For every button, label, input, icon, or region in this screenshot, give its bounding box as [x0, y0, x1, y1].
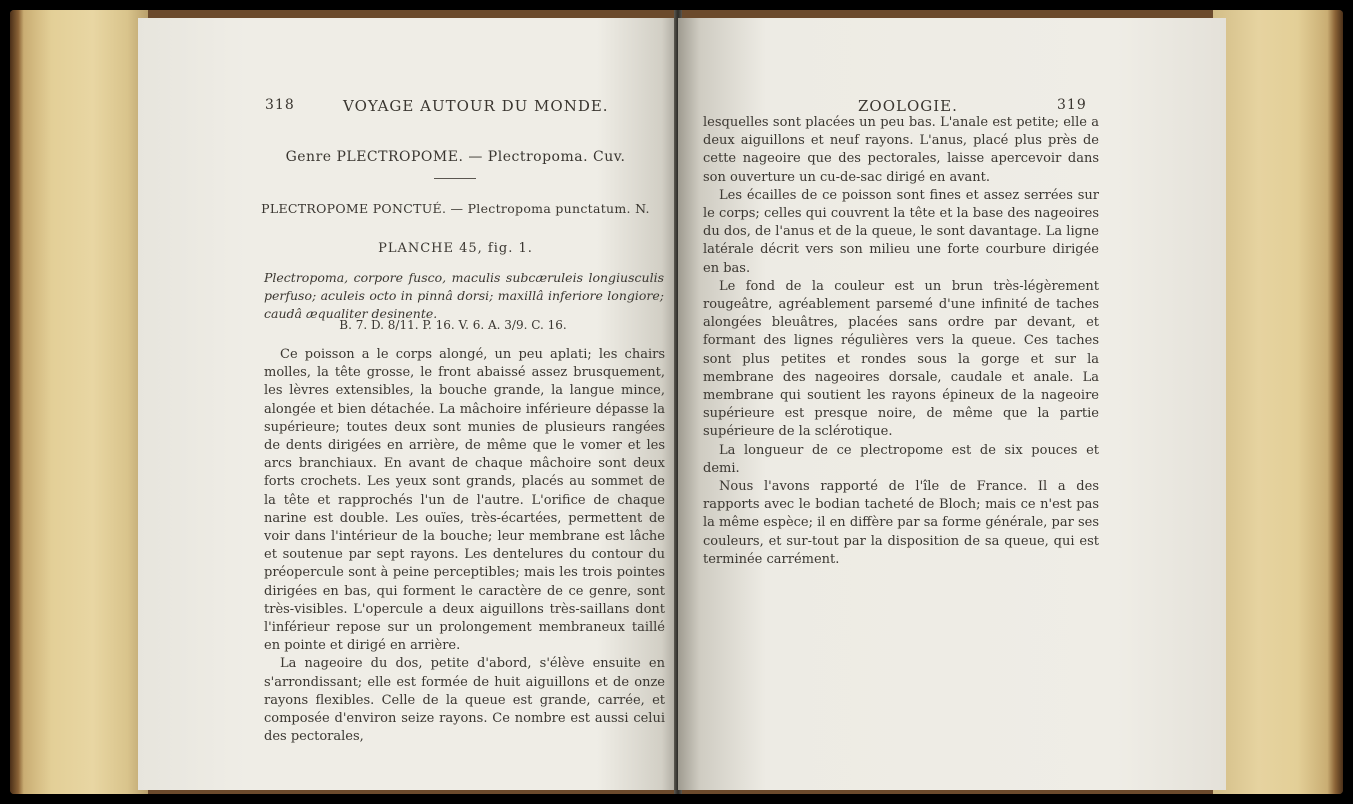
divider-rule	[434, 178, 476, 179]
fin-formula: B. 7. D. 8/11. P. 16. V. 6. A. 3/9. C. 16.	[339, 318, 567, 332]
right-body-text	[703, 114, 1099, 569]
page-number-right: 319	[1057, 97, 1087, 113]
genus-heading: Genre PLECTROPOME. — Plectropoma. Cuv.	[285, 149, 626, 165]
plate-reference: PLANCHE 45, fig. 1.	[378, 241, 533, 256]
running-head-left: VOYAGE AUTOUR DU MONDE.	[343, 97, 609, 115]
running-head-right: ZOOLOGIE.	[858, 97, 958, 115]
paragraph: lesquelles sont placées un peu bas. L'anale est petite; elle a deux aiguillons et neuf rayons. L'anus, placé plus près de cette nageoire que des pectorales, laisse apercevoir dans son ouverture un cu-de-sac dirigé en avant.	[703, 115, 1099, 185]
right-page-edges	[1213, 10, 1343, 794]
paragraph: La longueur de ce plectropome est de six pouces et demi.	[703, 442, 1099, 476]
open-book	[10, 10, 1343, 794]
right-page	[678, 18, 1226, 790]
paragraph: Nous l'avons rapporté de l'île de France. Il a des rapports avec le bodian tacheté de Bloch; mais ce n'est pas la même espèce; il en diffère par sa forme générale, par ses couleurs, et sur-tout par la disposition de sa queue, qui est terminée carrément.	[703, 479, 1099, 567]
latin-diagnosis: Plectropoma, corpore fusco, maculis subcæruleis longiusculis perfuso; aculeis octo in pinnâ dorsi; maxillâ inferiore longiore; caudâ æqualiter desinente.	[264, 270, 664, 321]
paragraph: Le fond de la couleur est un brun très-légèrement rougeâtre, agréablement parsemé d'une infinité de taches alongées bleuâtres, placées sans ordre par devant, et formant des lignes régulières vers la queue. Ces taches sont plus petites et rondes sous la gorge et sur la membrane des nageoires dorsale, caudale et anale. La membrane qui soutient les rayons épineux de la nageoire supérieure est presque noire, de même que la partie supérieure de la sclérotique.	[703, 278, 1099, 440]
paragraph: Les écailles de ce poisson sont fines et assez serrées sur le corps; celles qui couvrent la tête et la base des nageoires du dos, de l'anus et de la queue, le sont davantage. La ligne latérale décrit vers son milieu une forte courbure dirigée en bas.	[703, 187, 1099, 276]
left-page	[138, 18, 678, 790]
paragraph: La nageoire du dos, petite d'abord, s'élève ensuite en s'arrondissant; elle est formée de huit aiguillons et de onze rayons flexibles. Celle de la queue est grande, carrée, et composée d'environ seize rayons. Ce nombre est aussi celui des pectorales,	[264, 656, 665, 745]
page-number-left: 318	[265, 97, 295, 113]
species-heading: PLECTROPOME PONCTUÉ. — Plectropoma punctatum. N.	[261, 201, 650, 216]
paragraph: Ce poisson a le corps alongé, un peu aplati; les chairs molles, la tête grosse, le front abaissé assez brusquement, les lèvres extensibles, la bouche grande, la langue mince, alongée et bien détachée. La mâchoire inférieure dépasse la supérieure; toutes deux sont munies de plusieurs rangées de dents dirigées en arrière, de même que le vomer et les arcs branchiaux. En avant de chaque mâchoire sont deux forts crochets. Les yeux sont grands, placés au sommet de la tête et rapprochés l'un de l'autre. L'orifice de chaque narine est double. Les ouïes, très-écartées, permettent de voir dans l'intérieur de la bouche; leur membrane est lâche et soutenue par sept rayons. Les dentelures du contour du préopercule sont à peine perceptibles; mais les trois pointes dirigées en bas, qui forment le caractère de ce genre, sont très-visibles. L'opercule a deux aiguillons très-saillans dont l'inférieur repose sur un prolongement membraneux taillé en pointe et dirigé en arrière.	[264, 347, 665, 654]
left-page-edges	[10, 10, 148, 794]
left-body-text	[264, 346, 665, 746]
